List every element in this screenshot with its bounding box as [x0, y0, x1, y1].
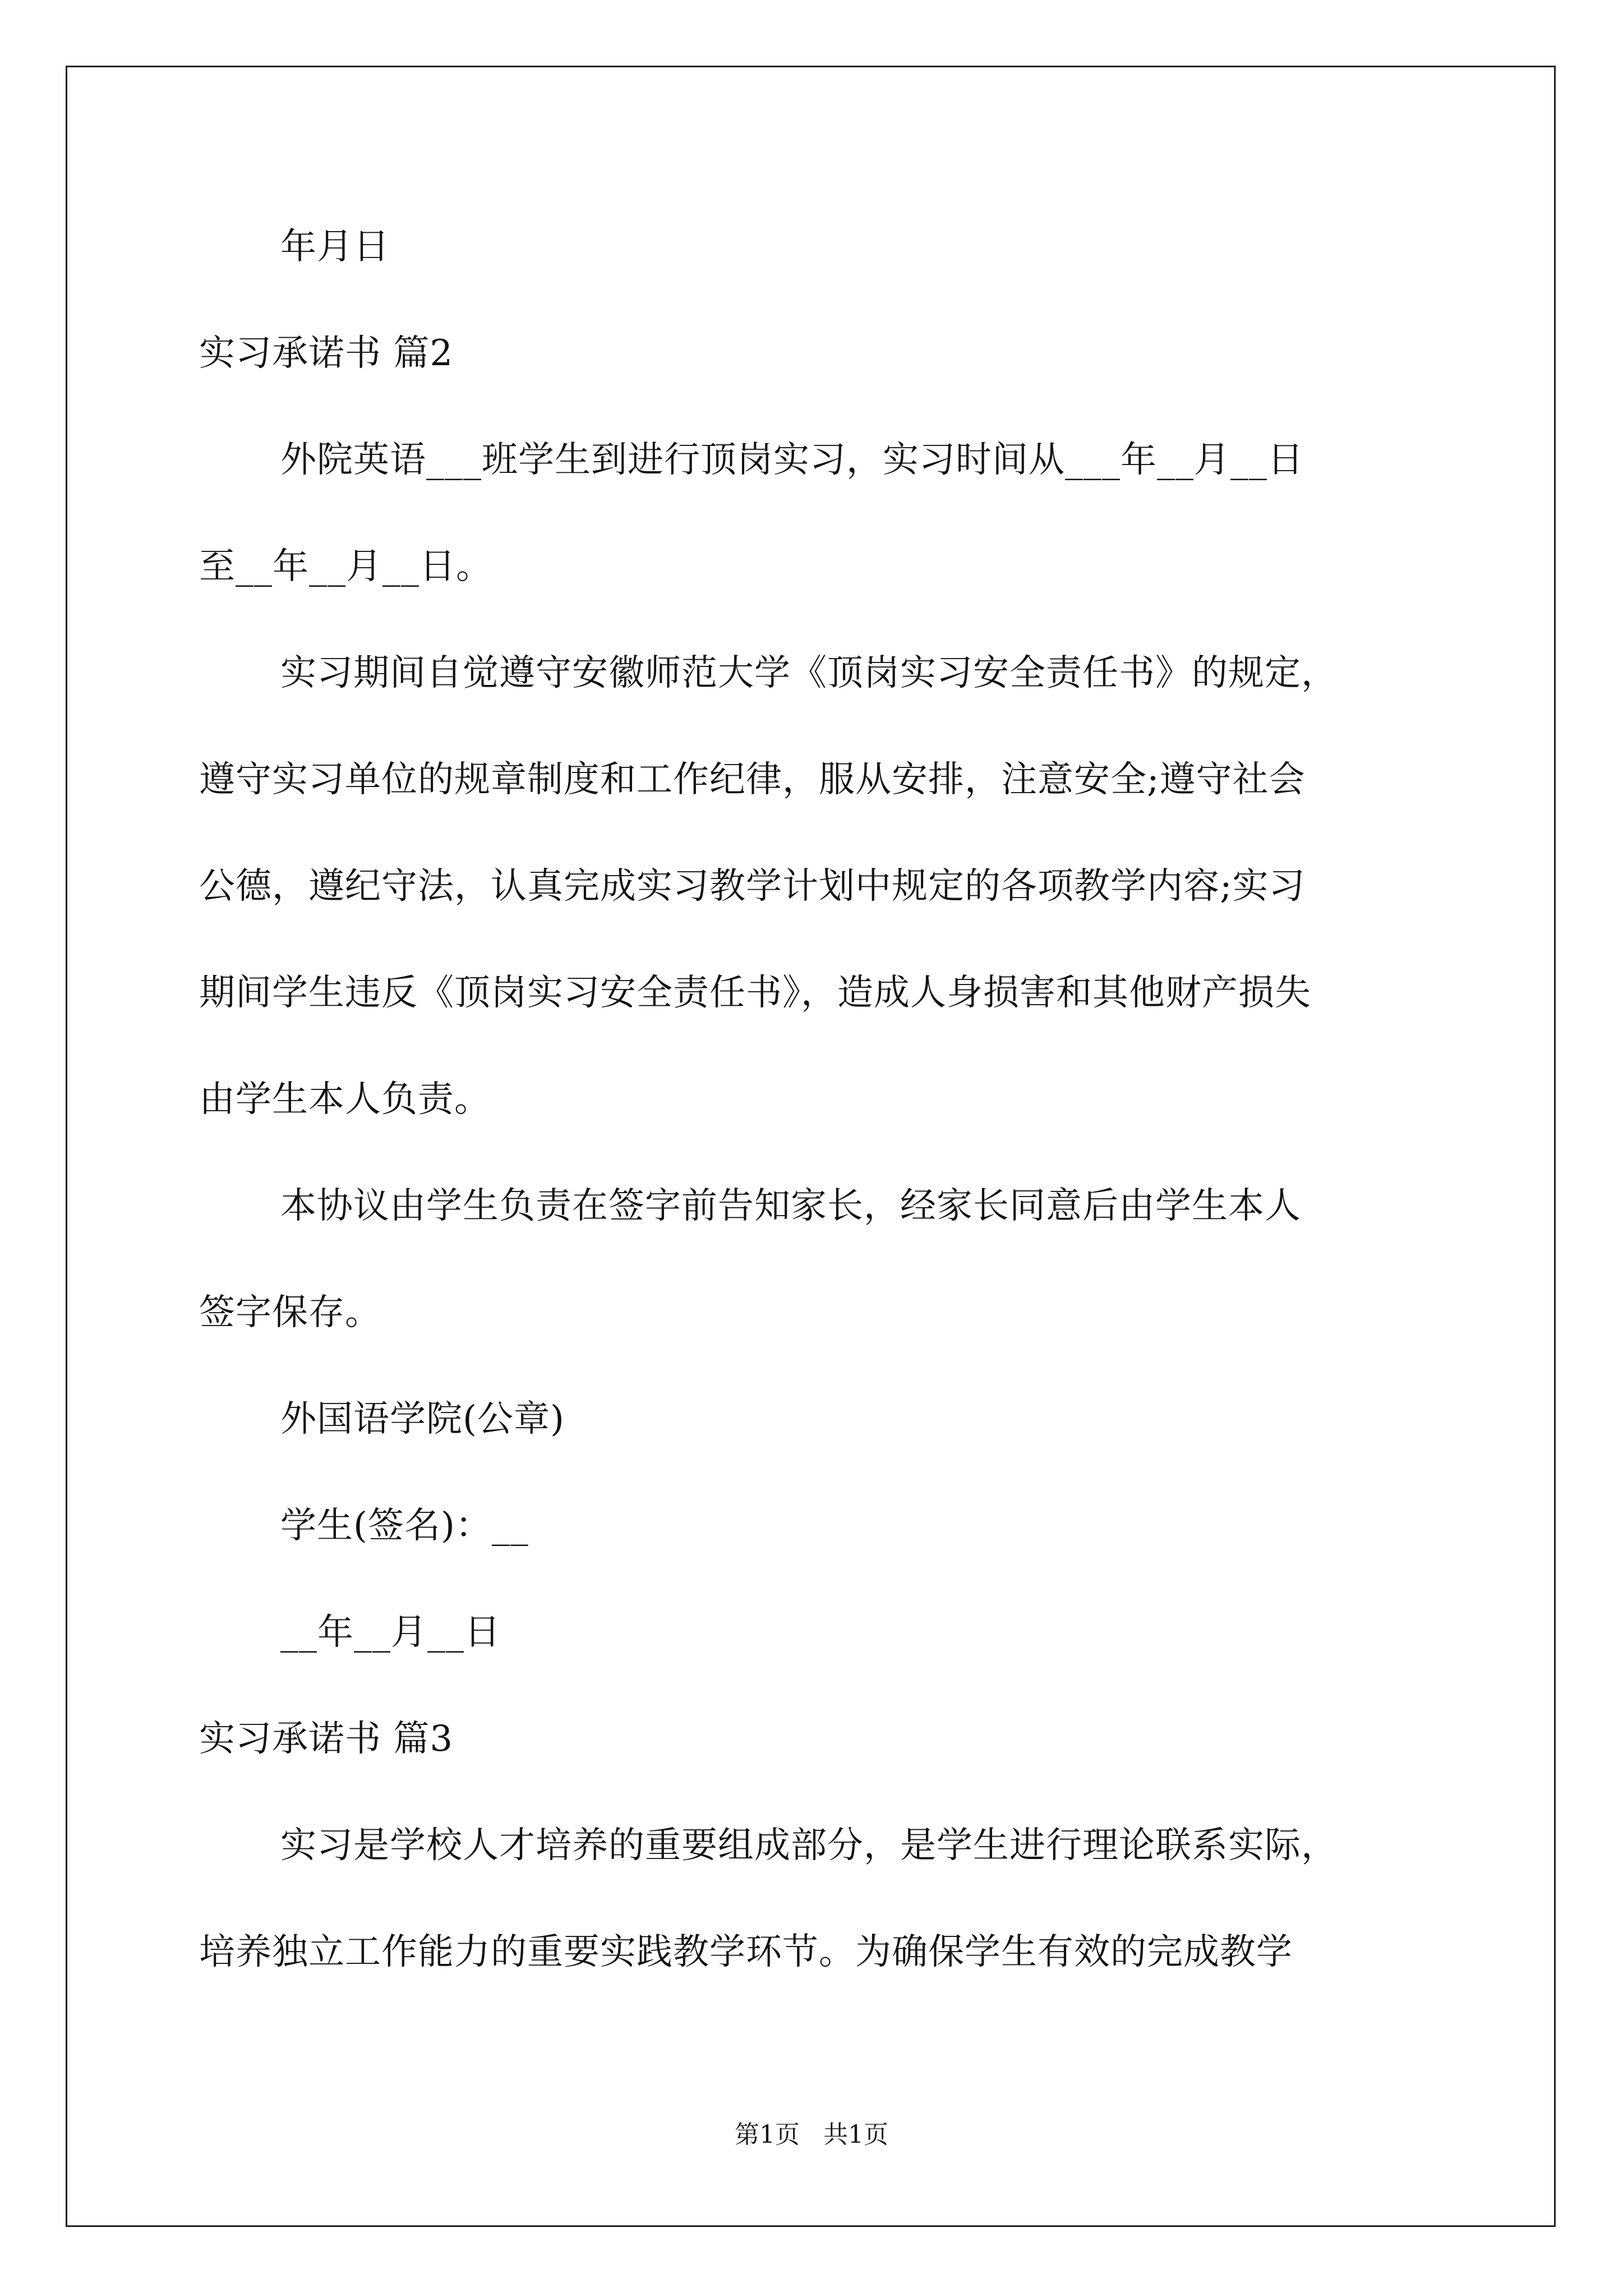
page-footer: 第1页 共1页 — [735, 2120, 888, 2149]
paragraph-line: 外院英语___班学生到进行顶岗实习，实习时间从___年__月__日 — [280, 439, 1304, 481]
paragraph-line: 培养独立工作能力的重要实践教学环节。为确保学生有效的完成教学 — [199, 1931, 1293, 1973]
paragraph-line: 期间学生违反《顶岗实习安全责任书》，造成人身损害和其他财产损失 — [199, 972, 1311, 1014]
institution-seal-line: 外国语学院(公章) — [280, 1398, 565, 1440]
paragraph-line: 公德，遵纪守法，认真完成实习教学计划中规定的各项教学内容;实习 — [199, 866, 1306, 907]
paragraph-line: 本协议由学生负责在签字前告知家长，经家长同意后由学生本人 — [280, 1185, 1301, 1227]
signature-date-line: __年__月__日 — [280, 1612, 501, 1653]
paragraph-line: 至__年__月__日。 — [199, 546, 492, 587]
paragraph-line: 实习是学校人才培养的重要组成部分，是学生进行理论联系实际， — [280, 1825, 1338, 1866]
section-heading-3: 实习承诺书 篇3 — [199, 1718, 454, 1760]
paragraph-line: 由学生本人负责。 — [199, 1079, 491, 1120]
paragraph-line: 签字保存。 — [199, 1292, 381, 1333]
student-signature-line: 学生(签名)：__ — [280, 1505, 529, 1547]
section-heading-2: 实习承诺书 篇2 — [199, 333, 454, 374]
page-border — [66, 66, 1556, 2227]
paragraph-line: 实习期间自觉遵守安徽师范大学《顶岗实习安全责任书》的规定， — [280, 652, 1338, 694]
date-line: 年月日 — [280, 226, 390, 268]
paragraph-line: 遵守实习单位的规章制度和工作纪律，服从安排，注意安全;遵守社会 — [199, 759, 1306, 800]
